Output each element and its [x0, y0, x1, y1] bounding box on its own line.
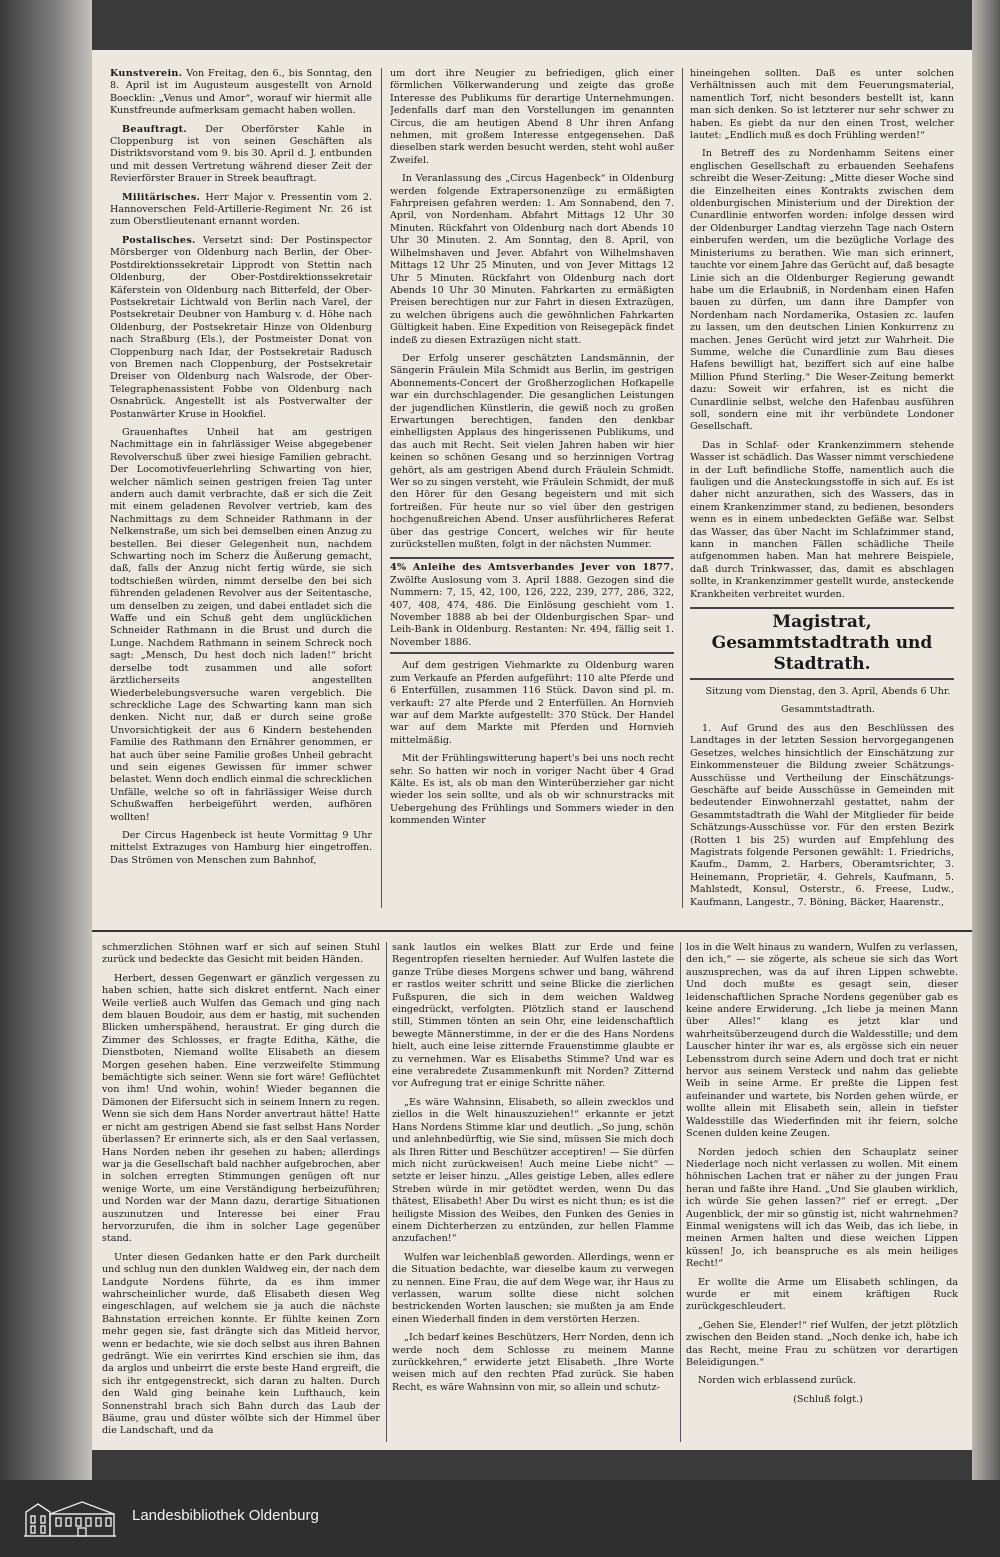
session-date: Sitzung vom Dienstag, den 3. April, Abends 6 Uhr. [705, 686, 951, 698]
article-heading: Kunstverein. [110, 68, 183, 79]
article-torf [690, 68, 954, 142]
section-title-magistrat: Magistrat, Gesammtstadtrath und Stadtrath. [690, 607, 954, 680]
column-divider [682, 68, 683, 908]
to-be-continued: (Schluß folgt.) [793, 1393, 863, 1405]
story-paragraph: „Ich bedarf keines Beschützers, Herr Norden, denn ich werde noch dem Schlosse zu meinem Manne zurückkehren,“ erwiderte jetzt Elisabeth. „Ihre Worte weisen mich auf den rechten Pfad zurück. Sie haben Recht, es wäre Wahnsinn von mir, so allein und schutz- [392, 1332, 674, 1393]
story-paragraph: „Gehen Sie, Elender!“ rief Wulfen, der jetzt plötzlich zwischen den Beiden stand. „Noch denke ich, habe ich das Recht, meine Frau zu schützen vor derartigen Beleidigungen.“ [686, 1319, 958, 1368]
scan-right-edge [972, 0, 1000, 1480]
article-extrazuege [390, 173, 674, 347]
story-paragraph: los in die Welt hinaus zu wandern, Wulfen zu verlassen, den ich,“ — sie zögerte, als scheue sie sich das Wort auszusprechen, was da auf ihren Lippen schwebte. Und doch mußte es gesagt sein, dieser leidenschaftlichen Sprache Nordens gegenüber gab es keine andere Erwiderung. „Ich liebe ja meinen Mann über Alles!“ klang es jetzt klar und wahrheitsüberzeugend durch die Waldesstille; und dem Lauscher hinter ihr war es, als ergösse sich ein neuer Lebensstrom durch seine Adern und doch trat er nicht hervor aus seinem Versteck und nahm das geliebte Weib in seine Arme. Er preßte die Lippen fest aufeinander und wartete, bis Norden gehen würde, er wollte allein mit Elisabeth sein, allein in tiefster Waldesstille das Wiederfinden mit ihr feiern, solche Scenen dulden keine Zeugen. [686, 942, 958, 1140]
top-column-2 [390, 68, 674, 908]
article-heading: Beauftragt. [122, 123, 188, 135]
article-text: Herr Major v. Pressentin vom 2. Hannoverschen Feld-Artillerie-Regiment Nr. 26 ist zum Oberstlieutenant ernannt worden. [110, 191, 372, 228]
column-divider [386, 942, 387, 1442]
article-circus-hagenbeck [110, 830, 372, 867]
article-text: Zwölfte Auslosung vom 3. April 1888. Gezogen sind die Nummern: 7, 15, 42, 100, 126, 222, 239, 277, 286, 322, 407, 408, 474, 486. Die Einlösung geschieht vom 1. November 1888 ab bei der Oldenburgischen Spar- und Leih-Bank in Oldenburg. Restanten: Nr. 494, fällig seit 1. November 1886. [390, 574, 674, 648]
column-divider [381, 68, 382, 908]
top-column-1 [110, 68, 372, 908]
article-mila-schmidt [390, 353, 674, 552]
story-paragraph: „Es wäre Wahnsinn, Elisabeth, so allein zwecklos und ziellos in die Welt hinauszuziehen!“ erkannte er jetzt Hans Nordens Stimme klar und deutlich. „So jung, schön und anlehnbedürftig, wie Sie sind, müssen Sie mich doch als Ihren Ritter und Beschützer acceptiren! — Sie dürfen mich nicht zurückweisen! Auch meine Liebe nicht“ — setzte er leiser hinzu. „Alles geistige Leben, alles edlere Streben würde in mir getödtet werden, wenn Du das thätest, Elisabeth! Aber Du wirst es nicht thun; es ist die heiligste Mission des Weibes, den Funken des Genies in einem Dichterherzen zu entzünden, zur hellen Flamme anzufachen!“ [392, 1096, 674, 1245]
library-footer [0, 1480, 1000, 1557]
story-paragraph: Herbert, dessen Gegenwart er gänzlich vergessen zu haben schien, hatte sich diskret entfernt. Nach einer Weile verließ auch Wulfen das Gemach und ging nach dem blauen Boudoir, aus dem er hastig, mit suchenden Blicken umherspähend, heraustrat. Er ging durch die Zimmer des Schlosses, er fragte Editha, Käthe, die Dienstboten, Niemand wollte Elisabeth an diesem Morgen gesehen haben. Eine verzweifelte Stimmung bemächtigte sich seiner. Wenn sie fort wäre! Geflüchtet von ihm! Und wohin, wohin! Wieder begannen die Dämonen der Eifersucht sich in seinem Innern zu regen. Wenn sie sich dem Hans Norder anvertraut hätte! Hatte er nicht am gestrigen Abend sie fast selbst Hans Norder überlassen? Er erinnerte sich, als er den Saal verlassen, Hans Norden neben ihr gesehen zu haben; allerdings war ja die Gesellschaft bald nachher aufgebrochen, aber in solchen erregten Stimmungen genügen oft nur wenige Worte, um eine Verständigung herbeizuführen; und Norden war der Mann dazu, derartige Situationen auszunutzen und Interesse bei einer Frau hervorzurufen, die ihm in solcher Lage gegenüber stand. [102, 972, 380, 1245]
article-text: Auf dem gestrigen Viehmarkte zu Oldenburg waren zum Verkaufe an Pferden aufgeführt: 110 alte Pferde und 6 Enterfüllen, zusammen 116 Stück. Davon sind pl. m. verkauft: 27 alte Pferde und 2 Enterfüllen. An Hornvieh war auf dem Markte aufgestellt: 370 Stück. Der Handel war auf dem Markte mit Pferden und Hornvieh mittelmäßig. [390, 660, 674, 746]
article-text: Versetzt sind: Der Postinspector Mörsberger von Oldenburg nach Berlin, der Ober-Postdirektionssekretair Lipprodt von Stettin nach Oldenburg, der Ober-Postdirektionssekretair Käferstein von Oldenburg nach Bitterfeld, der Ober-Postsekretair Lichtwald von Berlin nach Varel, der Postsekretair Deubner von Hamburg v. d. Höhe nach Oldenburg, der Postsekretair Hinze von Oldenburg nach Straßburg (Els.), der Postmeister Donat von Cloppenburg nach Idar, der Postsekretair Radusch von Bremen nach Cloppenburg, der Postsekretair Dreiser von Oldenburg nach Walsrode, der Ober-Telegraphenassistent Fobbe von Oldenburg nach Osnabrück. Angestellt ist als Postverwalter der Postanwärter Kruse in Hookfiel. [110, 234, 372, 420]
article-text: Der Erfolg unserer geschätzten Landsmännin, der Sängerin Fräulein Mila Schmidt aus Berlin, im gestrigen Abonnements-Concert der Großherzoglichen Hofkapelle war ein durchschlagender. Die gesanglichen Leistungen der jugendlichen Künstlerin, die gewiß noch zu großen Erwartungen berechtigen, fanden den denkbar einhelligsten Applaus des hingerissenen Publikums, und das auch mit Recht. Seit vielen Jahren haben wir hier keinen so schönen Gesang und so herzinnigen Vortrag gehört, als am gestrigen Abend durch Fräulein Schmidt. Wer so zu singen versteht, wie Fräulein Schmidt, der muß den Hörer für den Gesang begeistern und mit sich fortreißen. Für heute nur so viel über den gestrigen hochgenußreichen Abend. Unser ausführlicheres Referat über das gestrige Concert, welches wir für heute zurückstellen mußten, folgt in der nächsten Nummer. [390, 352, 674, 551]
article-text: Grauenhaftes Unheil hat am gestrigen Nachmittage ein in fahrlässiger Weise abgegebener Revolverschuß über zwei hiesige Familien gebracht. Der Locomotivfeuerlehrling Schwarting von hier, welcher nämlich seinen gestrigen freien Tag unter andern auch damit verbrachte, daß er sich die Zeit mit einem geladenen Revolver vertrieb, kam des Nachmittags zu dem Schneider Rathmann in der Nelkenstraße, um sich bei demselben einen Anzug zu bestellen. Bei dieser Gelegenheit nun, nachdem Schwarting noch im Scherz die Äußerung gemacht, daß, falls der Anzug nicht fertig würde, sie sich todtschießen würden, nimmt derselbe den bei sich führenden geladenen Revolver aus der Seitentasche, um denselben zu zeigen, und dabei entladet sich die Waffe und ein Schuß geht dem unglücklichen Schneider Rathmann in die Brust und durch die Lunge. Nachdem Rathmann in seinem Schreck noch sagt: „Mensch, Du hest doch nich laden!“ bricht derselbe todt zusammen und alle sofort ärztlicherseits angestellten Wiederbelebungsversuche waren vergeblich. Die schreckliche Lage des Schwarting kann man sich denken. Nicht nur, daß er durch seine große Unvorsichtigkeit der aus 6 Kindern bestehenden Familie des Rathmann den Ernährer genommen, er hat auch über seine Familie großes Unheil gebracht und sein eigenes Gewissen für immer schwer belastet. Wenn doch endlich einmal die schrecklichen Unfälle, welche so oft in fahrlässiger Weise durch Schußwaffen herbeigeführt werden, aufhören wollten! [110, 426, 372, 823]
library-name: Landesbibliothek Oldenburg [132, 1507, 319, 1524]
scan-left-edge [0, 0, 92, 1480]
article-text: In Veranlassung des „Circus Hagenbeck“ in Oldenburg werden folgende Extrapersonenzüge zu ermäßigten Fahrpreisen gefahren werden: 1. Am Sonnabend, den 7. April, von Nordenham. Abfahrt Mittags 12 Uhr 30 Minuten. Rückfahrt von Oldenburg nach dort Abends 10 Uhr 30 Minuten. 2. Am Sonntag, den 8. April, von Wilhelmshaven und Jever. Abfahrt von Wilhelmshaven Mittags 12 Uhr 25 Minuten, und von Jever Mittags 12 Uhr 5 Minuten. Rückfahrt von Oldenburg nach dort Abends 10 Uhr 30 Minuten. Fahrkarten zu ermäßigten Preisen berechtigen nur zur Fahrt in diesen Extrazügen, zu welchen übrigens auch die gewöhnlichen Fahrkarten Gültigkeit haben. Eine Expedition von Reisegepäck findet indeß zu diesen Extrazügen nicht statt. [390, 173, 674, 346]
story-paragraph: Er wollte die Arme um Elisabeth schlingen, da wurde er mit einem kräftigen Ruck zurückgeschleudert. [686, 1276, 958, 1313]
article-postalisches [110, 235, 372, 421]
article-kunstverein [110, 68, 372, 118]
story-paragraph: Norden wich erblassend zurück. [698, 1375, 857, 1387]
library-building-icon [22, 1496, 118, 1540]
article-fruehlingswitterung [390, 753, 674, 827]
article-heading: Postalisches. [122, 234, 196, 246]
bottom-column-2 [392, 942, 674, 1442]
article-militaerisches [110, 192, 372, 229]
article-text: Der Oberförster Kahle in Cloppenburg ist von seinen Geschäften als Distriktsvorstand vom 9. bis 30. April d. J. entbunden und mit dessen Vertretung während dieser Zeit der Revierförster Brauer in Streek beauftragt. [110, 123, 372, 185]
story-paragraph: schmerzlichen Stöhnen warf er sich auf seinen Stuhl zurück und bedeckte das Gesicht mit beiden Händen. [102, 942, 380, 966]
story-paragraph: Wulfen war leichenblaß geworden. Allerdings, wenn er die Situation bedachte, war dieselbe kaum zu verwegen zu nennen. Eine Frau, die auf dem Wege war, ihr Haus zu verlassen, warum sollte diese nicht solchen bestrickenden Worten lauschen; sie mußten ja am Ende einen Wiederhall finden in dem verstörten Herzen. [392, 1251, 674, 1325]
article-text: Das in Schlaf- oder Krankenzimmern stehende Wasser ist schädlich. Das Wasser nimmt verschiedene in der Luft befindliche Stoffe, namentlich auch die fauligen und die Ansteckungsstoffe in sich auf. Es ist daher nicht anzurathen, sich des Wassers, das in einem Krankenzimmer stand, zu bedienen, besonders wenn es in einem unbedeckten Gefäße war. Selbst das Wasser, das über Nacht im Schlafzimmer stand, kann in manchen Fällen schädliche Theile aufgenommen haben. Man hat mehrere Beispiele, daß durch Trinkwasser, das, damit es abschlagen sollte, in Krankenzimmer gestellt wurde, ansteckende Krankheiten verbreitet wurden. [690, 439, 954, 600]
newspaper-page [92, 50, 972, 1450]
article-revolverschuss [110, 427, 372, 824]
article-beauftragt [110, 124, 372, 186]
article-text: um dort ihre Neugier zu befriedigen, glich einer förmlichen Völkerwanderung und zeigte das große Interesse des Publikums für derartige Unternehmungen. Jedenfalls darf man den Vorstellungen im genannten Circus, die am heutigen Abend 8 Uhr ihren Anfang nehmen, mit großem Interesse entgegensehen. Daß dieselben stark werden besucht werden, steht wohl außer Zweifel. [390, 68, 674, 166]
article-text: In Betreff des zu Nordenhamm Seitens einer englischen Gesellschaft zu erbauenden Seehafens schreibt die Weser-Zeitung: „Mitte dieser Woche sind die Einzelheiten eines Kontrakts zwischen dem oldenburgischen Ministerium und der Direktion der Cunardlinie entworfen worden: infolge dessen wird der Oldenburger Landtag vierzehn Tage nach Ostern einberufen werden, um die bezügliche Vorlage des Ministeriums zu berathen. Wie man sich erinnert, tauchte vor einem Jahre das Gerücht auf, daß besagte Linie sich an die Oldenburger Regierung gewandt habe um die Erlaubniß, in Nordenham einen Hafen bauen zu dürfen, um dann ihre Dampfer von Nordenham nach Nordamerika, Ostasien zc. laufen zu lassen, um den deutschen Linien Konkurrenz zu machen. Jenes Gerücht wird jetzt zur Wahrheit. Die Summe, welche die Cunardlinie zum Bau dieses Hafens bewilligt hat, beziffert sich auf eine halbe Million Pfund Sterling.“ Die Weser-Zeitung bemerkt dazu: Soweit wir erfahren, ist es nicht die Cunardlinie selbst, welche den Hafenbau ausführen soll, sondern eine mit ihr verbündete Londoner Gesellschaft. [690, 148, 954, 433]
bottom-column-3 [686, 942, 958, 1442]
article-text: 1. Auf Grund des aus den Beschlüssen des Landtages in der letzten Session hervorgegangenen Gesetzes, welches hinsichtlich der Einschätzung zur Einkommensteuer die Bildung zweier Schätzungs-Ausschüsse und Vertheilung der Einschätzungs-Geschäfte auf beide Ausschüsse in Gemeinden mit bedeutender Einwohnerzahl gestattet, nahm der Gesammtstadtrath die Wahl der Mitglieder für beide Schätzungs-Ausschüsse vor. Für den ersten Bezirk (Rotten 1 bis 25) wurden auf Empfehlung des Magistrats folgende Personen gewählt: 1. Friedrichs, Kaufm., Damm, 2. Harbers, Oberamtsrichter, 3. Heinemann, Proprietär, 4. Gehrels, Kaufmann, 5. Mahlstedt, Konsul, Osterstr., 6. Freese, Ludw., Kaufmann, Langestr., 7. Böning, Bäcker, Haarenstr., [690, 722, 954, 908]
article-circus-continued [390, 68, 674, 167]
bottom-column-1 [102, 942, 380, 1442]
article-anleihe [390, 557, 674, 654]
story-paragraph: Norden jedoch schien den Schauplatz seiner Niederlage noch nicht verlassen zu wollen. Mit einem höhnischen Lachen trat er näher zu der jungen Frau heran und faßte ihre Hand. „Und Sie glauben wirklich, ich würde Sie gehen lassen?“ rief er erregt. „Der Augenblick, der mir so günstig ist, nicht wahrnehmen? Einmal wenigstens will ich das Weib, das ich liebe, in meinen Armen halten und diese weichen Lippen küssen! Jo, ich beanspruche es als mein heiliges Recht!“ [686, 1146, 958, 1270]
article-heading: 4% Anleihe des Amtsverbandes Jever von 1877. [390, 562, 674, 574]
article-heading: Militärisches. [122, 191, 201, 203]
article-text: Mit der Frühlingswitterung hapert's bei uns noch recht sehr. So hatten wir noch in voriger Nacht über 4 Grad Kälte. Es ist, als ob man den Winterüberzieher gar nicht wieder los sein sollte, und als ob wir schnurstracks mit Uebergehung des Frühlings und Sommers wieder in den kommenden Winter [390, 753, 674, 827]
section-divider [92, 930, 972, 932]
article-viehmarkt [390, 660, 674, 747]
column-divider [680, 942, 681, 1442]
session-subhead: Gesammtstadtrath. [781, 704, 875, 716]
article-seehafen [690, 148, 954, 433]
article-text: Der Circus Hagenbeck ist heute Vormittag 9 Uhr mittelst Extrazuges von Hamburg hier eingetroffen. Das Strömen von Menschen zum Bahnhof, [110, 829, 372, 866]
article-text: hineingehen sollten. Daß es unter solchen Verhältnissen auch mit dem Feuerungsmaterial, namentlich Torf, nicht besonders bestellt ist, kann man sich denken. So ist letzterer nur sehr schwer zu haben. Es giebt da nur den einen Trost, welcher lautet: „Endlich muß es doch Frühling werden!“ [690, 68, 954, 142]
article-wasser [690, 440, 954, 601]
article-text: Von Freitag, den 6., bis Sonntag, den 8. April ist im Augusteum ausgestellt von Arnold Boecklin: „Venus und Amor“, worauf wir hiermit alle Kunstfreunde aufmerksam gemacht haben wollen. [110, 68, 372, 117]
top-column-3 [690, 68, 954, 908]
story-paragraph: sank lautlos ein welkes Blatt zur Erde und feine Regentropfen rieselten hernieder. Auf Wulfen lastete die ganze Trübe dieses Morgens schwer und bang, während er rastlos weiter schritt und seine Blicke die zierlichen Fußspuren, die sich in dem weichen Waldweg eingedrückt, verfolgten. Plötzlich stand er lauschend still, Stimmen tönten an sein Ohr, eine leidenschaftlich bewegte Männerstimme, in der er die des Hans Nordens hielt, auch eine leise zitternde Frauenstimme glaubte er zu vernehmen. War es Elisabeths Stimme? Und war es eine verabredete Zusammenkunft mit Norden? Zitternd vor Aufregung trat er einige Schritte näher. [392, 942, 674, 1090]
story-paragraph: Unter diesen Gedanken hatte er den Park durcheilt und schlug nun den dunklen Waldweg ein, der nach dem Landgute Nordens führte, da es ihm immer wahrscheinlicher wurde, daß Elisabeth diesen Weg eingeschlagen, auf welchem sie ja auch die nächste Bahnstation erreichen konnte. Er fühlte keinen Zorn mehr gegen sie, fast drängte sich das Mitleid hervor, wenn er bedachte, wie sie doch selbst aus ihren Bahnen gedrängt. Wie ein verirrtes Kind erschien sie ihm, das da arglos und unbeirrt die erste beste Hand ergreift, die sich ihr entgegenstreckt, sich daran zu halten. Durch den Wald ging beinahe kein Lufthauch, kein Sonnenstrahl brach sich Bahn durch das Laub der Bäume, grau und düster wölbte sich der Himmel über die Landschaft, und da [102, 1251, 380, 1437]
article-schaetzungsausschuesse [690, 723, 954, 908]
